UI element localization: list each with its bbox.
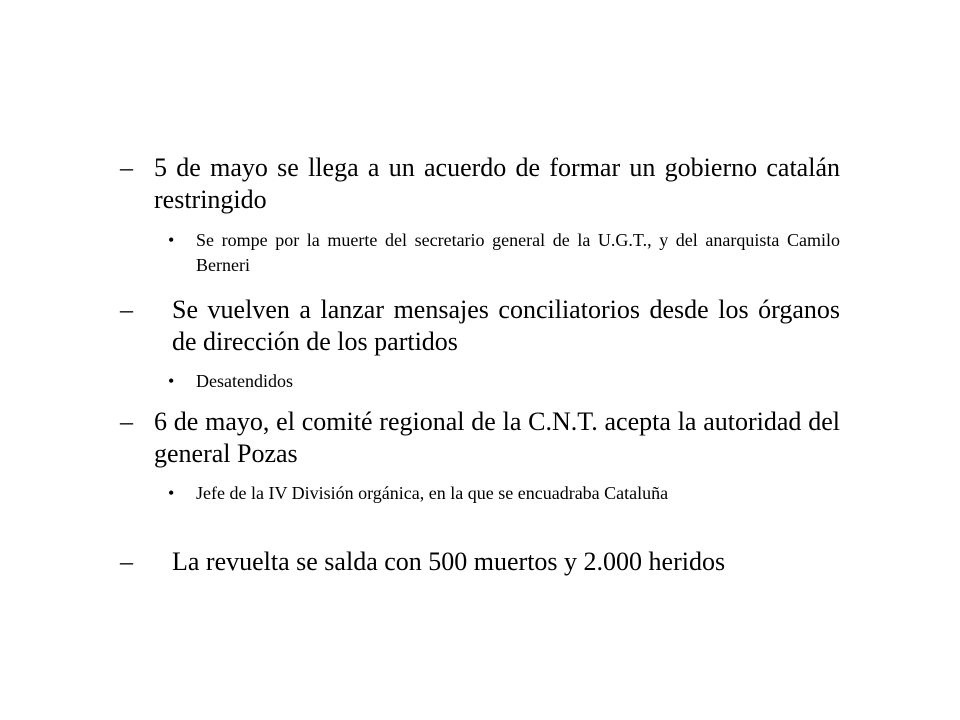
bullet-marker: • [168,371,175,391]
bullet-text-1: 5 de mayo se llega a un acuerdo de formar un gobierno catalán restringido [154,153,840,214]
dash-marker: – [120,295,133,324]
bullet-marker: • [168,483,175,503]
dash-marker: – [120,153,133,182]
sub-bullet-text-3: Jefe de la IV División orgánica, en la que se encuadraba Cataluña [196,483,669,503]
sub-bullet-text-1: Se rompe por la muerte del secretario general de la U.G.T., y del anarquista Camilo Berneri [196,230,840,275]
dash-marker: – [120,407,133,436]
bullet-text-2: Se vuelven a lanzar mensajes conciliatorios desde los órganos de dirección de los partidos [172,295,840,356]
dash-marker: – [120,547,133,576]
bullet-text-4: La revuelta se salda con 500 muertos y 2.000 heridos [172,547,726,576]
sub-bullet-text-2: Desatendidos [196,371,293,391]
bullet-marker: • [168,230,175,250]
bullet-text-3: 6 de mayo, el comité regional de la C.N.T. acepta la autoridad del general Pozas [154,407,840,468]
